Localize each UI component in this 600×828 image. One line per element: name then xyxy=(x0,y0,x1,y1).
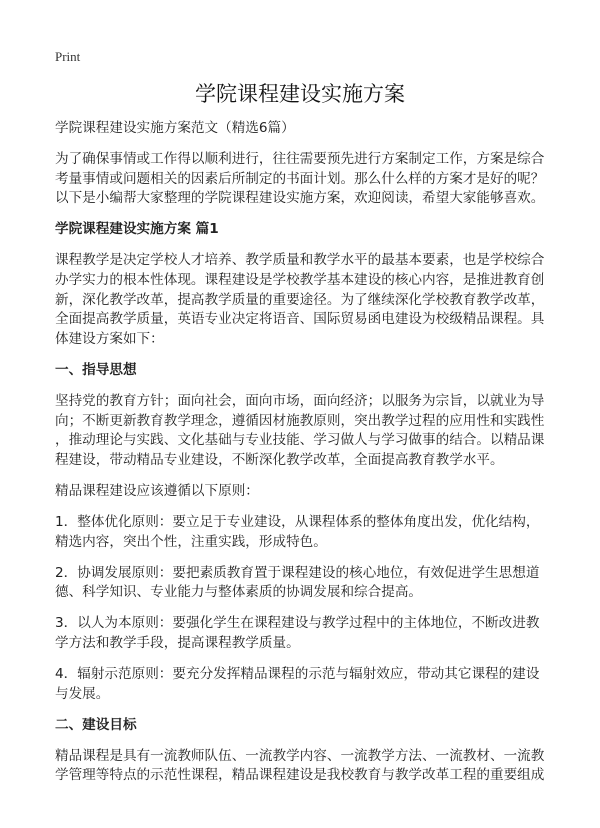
text-line: 精选内容，突出个性，注重实践，形成特色。 xyxy=(55,533,327,550)
text-line: 学管理等特点的示范性课程，精品课程建设是我校教育与教学改革工程的重要组成 xyxy=(55,767,545,784)
text-line: ，推动理论与实践、文化基础与专业技能、学习做人与学习做事的结合。以精品课 xyxy=(55,432,545,449)
text-line: 程建设，带动精品专业建设，不断深化教学改革，全面提高教育教学水平。 xyxy=(55,451,504,468)
text-line: 新，深化教学改革，提高教学质量的重要途径。为了继续深化学校教育教学改革， xyxy=(55,291,545,308)
principles-intro: 精品课程建设应该遵循以下原则： xyxy=(55,482,259,499)
text-line: 精品课程是具有一流教师队伍、一流教学内容、一流教学方法、一流教材、一流教 xyxy=(55,747,545,764)
text-line: 考量事情或问题相关的因素后所制定的书面计划。那么什么样的方案才是好的呢？ xyxy=(55,170,545,187)
text-line: 2．协调发展原则：要把素质教育置于课程建设的核心地位，有效促进学生思想道 xyxy=(55,564,540,581)
principle-item xyxy=(55,513,555,552)
text-line: 体建设方案如下： xyxy=(55,330,164,347)
text-line: 1．整体优化原则：要立足于专业建设，从课程体系的整体角度出发，优化结构， xyxy=(55,514,540,530)
section-heading: 学院课程建设实施方案 篇1 xyxy=(55,221,219,238)
subtitle: 学院课程建设实施方案范文（精选6篇） xyxy=(55,120,295,136)
text-line: 以下是小编帮大家整理的学院课程建设实施方案，欢迎阅读，希望大家能够喜欢。 xyxy=(55,190,545,207)
principle-item xyxy=(55,564,555,603)
section1-paragraph xyxy=(55,251,555,349)
principle-item xyxy=(55,665,555,704)
intro-paragraph xyxy=(55,150,555,209)
principle-item xyxy=(55,614,555,653)
text-line: 3．以人为本原则：要强化学生在课程建设与教学过程中的主体地位，不断改进教 xyxy=(55,615,540,632)
print-link[interactable]: Print xyxy=(55,49,81,64)
goal-paragraph xyxy=(55,747,555,786)
text-line: 学方法和教学手段，提高课程教学质量。 xyxy=(55,634,300,651)
text-line: 办学实力的根本性体现。课程建设是学校教学基本建设的核心内容，是推进教育创 xyxy=(55,272,545,289)
document-body xyxy=(55,119,555,798)
text-line: 德、科学知识、专业能力与整体素质的协调发展和综合提高。 xyxy=(55,584,423,601)
guide-paragraph xyxy=(55,392,555,470)
text-line: 向；不断更新教育教学理念，遵循因材施教原则，突出教学过程的应用性和实践性 xyxy=(55,412,545,429)
heading-guiding-ideology: 一、指导思想 xyxy=(55,361,137,378)
heading-goals: 二、建设目标 xyxy=(55,716,137,733)
text-line: 为了确保事情或工作得以顺利进行，往往需要预先进行方案制定工作，方案是综合 xyxy=(55,151,545,168)
text-line: 4．辐射示范原则：要充分发挥精品课程的示范与辐射效应，带动其它课程的建设 xyxy=(55,666,540,683)
text-line: 坚持党的教育方针；面向社会，面向市场，面向经济；以服务为宗旨，以就业为导 xyxy=(55,393,545,410)
document-title: 学院课程建设实施方案 xyxy=(195,82,405,106)
text-line: 全面提高教学质量，英语专业决定将语音、国际贸易函电建设为校级精品课程。具 xyxy=(55,311,545,328)
text-line: 课程教学是决定学校人才培养、教学质量和教学水平的最基本要素，也是学校综合 xyxy=(55,252,545,269)
text-line: 与发展。 xyxy=(55,685,110,702)
